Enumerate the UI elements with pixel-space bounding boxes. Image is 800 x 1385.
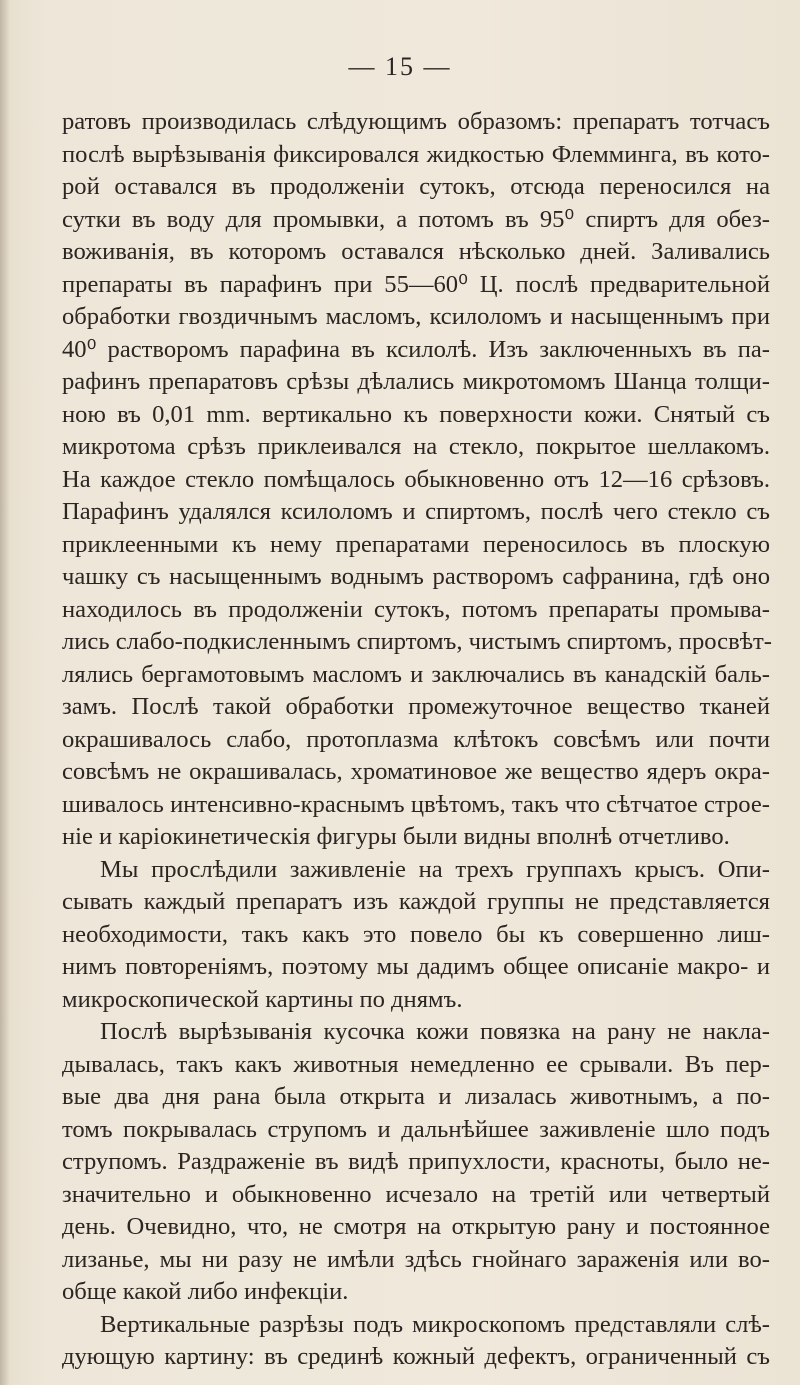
text-line: значительно и обыкновенно исчезало на третій или четвертый bbox=[62, 1180, 770, 1208]
text-line: ніе и каріокинетическія фигуры были видны вполнѣ отчетливо. bbox=[62, 823, 730, 850]
text-line: На каждое стекло помѣщалось обыкновенно отъ 12—16 срѣзовъ. bbox=[62, 465, 770, 493]
text-line: замъ. Послѣ такой обработки промежуточное вещество тканей bbox=[62, 693, 770, 720]
text-line: Парафинъ удалялся ксилоломъ и спиртомъ, послѣ чего стекло съ bbox=[62, 498, 770, 525]
text-line: обще какой либо инфекціи. bbox=[62, 1278, 349, 1305]
text-line: лись слабо-подкисленнымъ спиртомъ, чистымъ спиртомъ, просвѣт- bbox=[62, 628, 772, 655]
text-line: томъ покрывалась струпомъ и дальнѣйшее заживленіе шло подъ bbox=[62, 1115, 770, 1143]
body-text bbox=[62, 106, 770, 1374]
text-line: дующую картину: въ срединѣ кожный дефектъ, ограниченный съ bbox=[62, 1343, 770, 1370]
text-line: послѣ вырѣзыванія фиксировался жидкостью Флемминга, въ кото- bbox=[62, 140, 770, 168]
paragraph-start-line: Послѣ вырѣзыванія кусочка кожи повязка на рану не накла- bbox=[100, 1018, 770, 1045]
page-number: — 15 — bbox=[348, 52, 452, 81]
text-line: чашку съ насыщеннымъ воднымъ растворомъ сафранина, гдѣ оно bbox=[62, 563, 770, 590]
text-line: совсѣмъ не окрашивалась, хроматиновое же вещество ядеръ окра- bbox=[62, 758, 770, 785]
text-line: ною въ 0,01 mm. вертикально къ поверхности кожи. Снятый съ bbox=[62, 400, 770, 428]
text-line: вые два дня рана была открыта и лизалась животнымъ, а по- bbox=[62, 1083, 770, 1110]
text-line: находилось въ продолженіи сутокъ, потомъ препараты промыва- bbox=[62, 595, 770, 623]
text-line: приклеенными къ нему препаратами переносилось въ плоскую bbox=[62, 530, 770, 558]
page-spine-shadow bbox=[0, 0, 10, 1385]
text-line: сутки въ воду для промывки, а потомъ въ 95⁰ спиртъ для обез- bbox=[62, 205, 770, 233]
paragraph-start-line: Вертикальные разрѣзы подъ микроскопомъ представляли слѣ- bbox=[100, 1310, 770, 1338]
text-line: шивалось интенсивно-краснымъ цвѣтомъ, такъ что сѣтчатое строе- bbox=[62, 790, 770, 818]
text-line: окрашивалось слабо, протоплазма клѣтокъ совсѣмъ или почти bbox=[62, 725, 770, 753]
text-line: 40⁰ растворомъ парафина въ ксилолѣ. Изъ заключенныхъ въ па- bbox=[62, 335, 770, 363]
text-line: обработки гвоздичнымъ масломъ, ксилоломъ и насыщеннымъ при bbox=[62, 303, 770, 330]
text-line: необходимости, такъ какъ это повело бы къ совершенно лиш- bbox=[62, 920, 770, 948]
text-line: лялись бергамотовымъ масломъ и заключались въ канадскій баль- bbox=[62, 660, 770, 688]
text-line: нимъ повтореніямъ, поэтому мы дадимъ общее описаніе макро- и bbox=[62, 953, 770, 980]
text-line: ратовъ производилась слѣдующимъ образомъ: препаратъ тотчасъ bbox=[62, 108, 770, 135]
text-line: дывалась, такъ какъ животныя немедленно ее срывали. Въ пер- bbox=[62, 1050, 770, 1078]
text-line: микроскопической картины по днямъ. bbox=[62, 985, 463, 1013]
text-line: струпомъ. Раздраженіе въ видѣ припухлости, красноты, было не- bbox=[62, 1148, 770, 1175]
text-line: микротома срѣзъ приклеивался на стекло, покрытое шеллакомъ. bbox=[62, 433, 770, 460]
text-line: воживанія, въ которомъ оставался нѣсколько дней. Заливались bbox=[62, 238, 770, 265]
paragraph-start-line: Мы прослѣдили заживленіе на трехъ группахъ крысъ. Опи- bbox=[100, 855, 770, 883]
text-line: рафинъ препаратовъ срѣзы дѣлались микротомомъ Шанца толщи- bbox=[62, 368, 770, 395]
text-line: сывать каждый препаратъ изъ каждой группы не представляется bbox=[62, 888, 770, 915]
text-line: день. Очевидно, что, не смотря на открытую рану и постоянное bbox=[62, 1213, 770, 1240]
text-line: препараты въ парафинъ при 55—60⁰ Ц. послѣ предварительной bbox=[62, 270, 770, 298]
text-line: лизанье, мы ни разу не имѣли здѣсь гнойнаго зараженія или во- bbox=[62, 1245, 770, 1273]
text-line: рой оставался въ продолженіи сутокъ, отсюда переносился на bbox=[62, 173, 770, 200]
